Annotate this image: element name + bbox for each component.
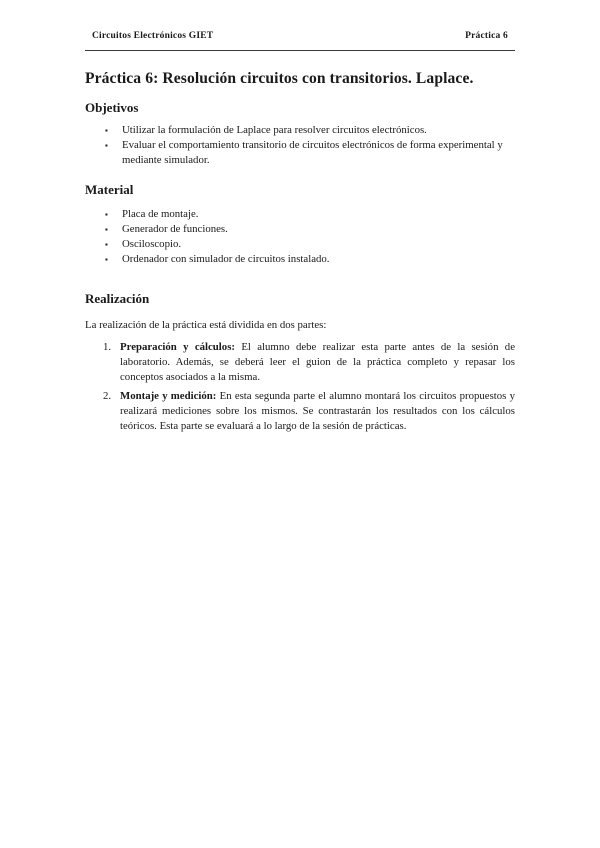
section-heading-objetivos: Objetivos <box>85 100 139 115</box>
list-item: ▪ Ordenador con simulador de circuitos instalado. <box>85 252 515 267</box>
list-item <box>85 389 515 435</box>
item-label: Montaje y medición: <box>120 389 217 402</box>
item-text: El alumno debe realizar esta parte antes de la sesión de laboratorio. Además, se deberá leer el guion de la práctica completo y repasar los conceptos asociados a la misma. <box>120 341 515 384</box>
list-item: ▪ Evaluar el comportamiento transitorio de circuitos electrónicos de forma experimental y mediante simulador. <box>85 138 515 168</box>
item-number: 2. <box>103 389 112 402</box>
section-heading-realizacion: Realización <box>85 291 150 306</box>
item-body <box>120 340 515 386</box>
list-item: ▪ Placa de montaje. <box>85 207 515 222</box>
section-heading-material: Material <box>85 182 134 197</box>
page-header <box>85 31 515 41</box>
item-body <box>120 389 515 435</box>
list-item <box>85 340 515 386</box>
realizacion-intro: La realización de la práctica está dividida en dos partes: <box>85 319 327 331</box>
list-item: ▪ Osciloscopio. <box>85 237 515 252</box>
list-item: ▪ Generador de funciones. <box>85 222 515 237</box>
list-item: ▪ Utilizar la formulación de Laplace para resolver circuitos electrónicos. <box>85 123 515 138</box>
material-bullet-list <box>85 207 515 267</box>
header-divider <box>85 50 515 51</box>
item-text: En esta segunda parte el alumno montará los circuitos propuestos y realizará mediciones sobre los mismos. Se contrastarán los resultados con los cálculos teóricos. Esta parte se evaluará a lo largo de la sesión de prácticas. <box>120 389 515 433</box>
item-label: Preparación y cálculos: <box>120 341 235 353</box>
page-content <box>85 31 515 437</box>
document-title: Práctica 6: Resolución circuitos con transitorios. Laplace. <box>85 70 474 87</box>
item-number: 1. <box>103 341 112 353</box>
header-right-text: Práctica 6 <box>465 31 508 41</box>
objetivos-bullet-list <box>85 123 515 168</box>
header-left-text: Circuitos Electrónicos GIET <box>92 31 214 41</box>
realizacion-numbered-list <box>85 340 515 434</box>
